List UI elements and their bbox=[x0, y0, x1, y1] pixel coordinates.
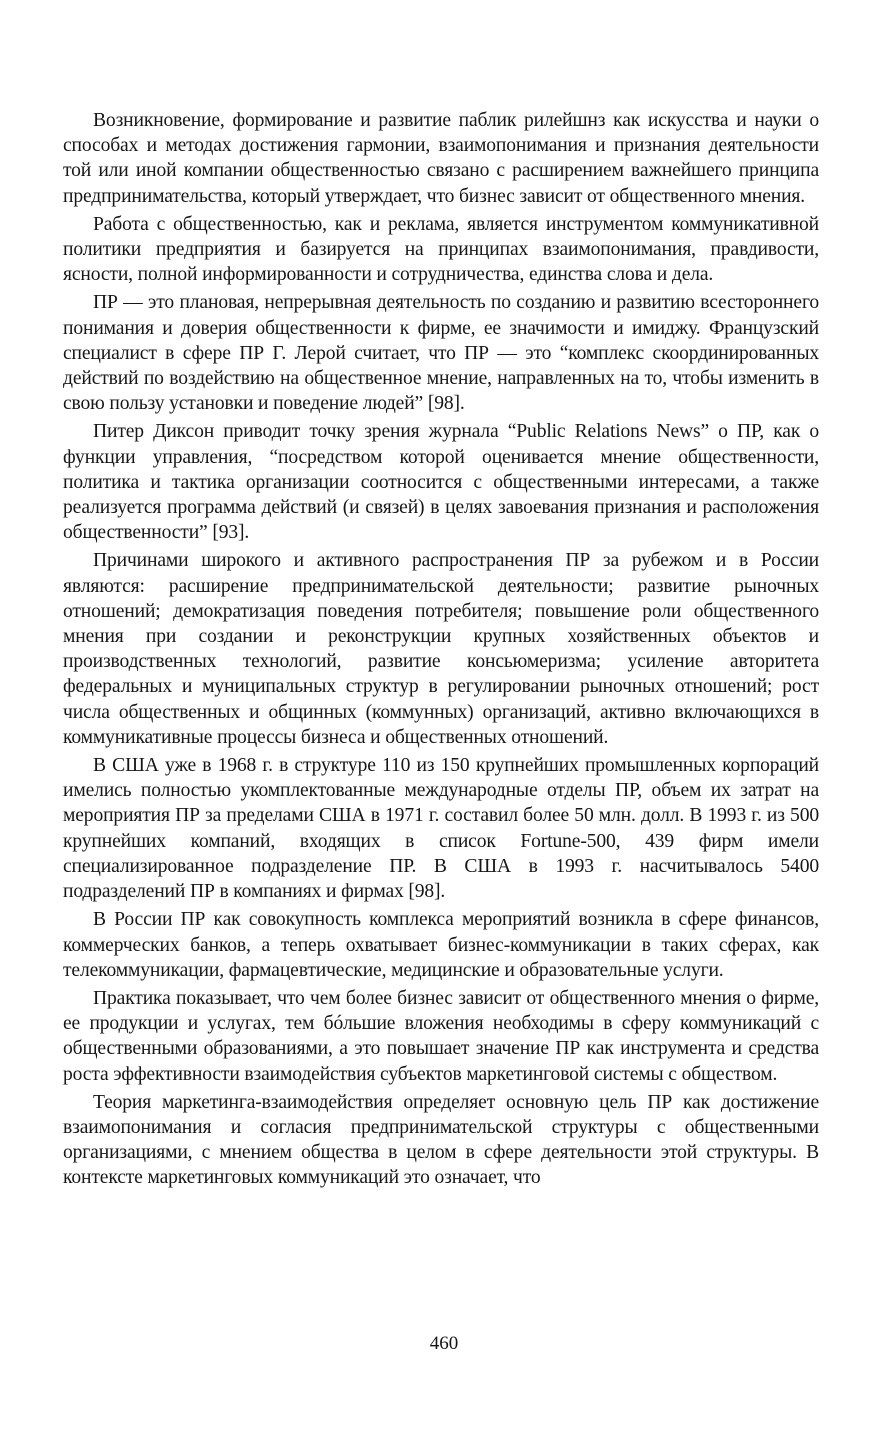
paragraph-2: Работа с общественностью, как и реклама, является инструментом коммуникативной политики предприятия и базируется на принципах взаимопонимания, правдивости, ясности, полной информированности и сотрудничества, единства слова и дела. bbox=[63, 213, 819, 286]
paragraph-9: Теория маркетинга-взаимодействия определяет основную цель ПР как достижение взаимопонимания и согласия предпринимательской структуры с общественными организациями, с мнением общества в целом в сфере деятельности этой структуры. В контексте маркетинговых коммуникаций это означает, что bbox=[63, 1091, 819, 1189]
body-text bbox=[63, 108, 819, 1194]
page-number: 460 bbox=[429, 1333, 459, 1354]
paragraph-5: Причинами широкого и активного распространения ПР за рубежом и в России являются: расширение предпринимательской деятельности; развитие рыночных отношений; демократизация поведения потребителя; повышение роли общественного мнения при создании и реконструкции крупных хозяйственных объектов и производственных технологий, развитие консьюмеризма; усиление авторитета федеральных и муниципальных структур в регулировании рыночных отношений; рост числа общественных и общинных (коммунных) организаций, активно включающихся в коммуникативные процессы бизнеса и общественных отношений. bbox=[63, 550, 819, 748]
paragraph-6: В США уже в 1968 г. в структуре 110 из 150 крупнейших промышленных корпораций имелись полностью укомплектованные международные отделы ПР, объем их затрат на мероприятия ПР за пределами США в 1971 г. составил более 50 млн. долл. В 1993 г. из 500 крупнейших компаний, входящих в список Fortune-500, 439 фирм имели специализированное подразделение ПР. В США в 1993 г. насчитывалось 5400 подразделений ПР в компаниях и фирмах [98]. bbox=[63, 755, 819, 903]
paragraph-4: Питер Диксон приводит точку зрения журнала “Public Relations News” о ПР, как о функции управления, “посредством которой оценивается мнение общественности, политика и тактика организации соотносится с общественными интересами, а также реализуется программа действий (и связей) в целях завоевания признания и расположения общественности” [93]. bbox=[63, 421, 819, 544]
paragraph-1: Возникновение, формирование и развитие паблик рилейшнз как искусства и науки о способах и методах достижения гармонии, взаимопонимания и признания деятельности той или иной компании общественностью связано с расширением важнейшего принципа предпринимательства, который утверждает, что бизнес зависит от общественного мнения. bbox=[63, 110, 819, 207]
paragraph-8: Практика показывает, что чем более бизнес зависит от общественного мнения о фирме, ее продукции и услугах, тем бóльшие вложения необходимы в сферу коммуникаций с общественными образованиями, а это повышает значение ПР как инструмента и средства роста эффективности взаимодействия субъектов маркетинговой системы с обществом. bbox=[63, 987, 819, 1085]
paragraph-3: ПР — это плановая, непрерывная деятельность по созданию и развитию всестороннего понимания и доверия общественности к фирме, ее значимости и имиджу. Французский специалист в сфере ПР Г. Лерой считает, что ПР — это “комплекс скоординированных действий по воздействию на общественное мнение, направленных на то, чтобы изменить в свою пользу установки и поведение людей” [98]. bbox=[63, 292, 819, 415]
paragraph-7: В России ПР как совокупность комплекса мероприятий возникла в сфере финансов, коммерческих банков, а теперь охватывает бизнес-коммуникации в таких сферах, как телекоммуникации, фармацевтические, медицинские и образовательные услуги. bbox=[63, 909, 819, 981]
